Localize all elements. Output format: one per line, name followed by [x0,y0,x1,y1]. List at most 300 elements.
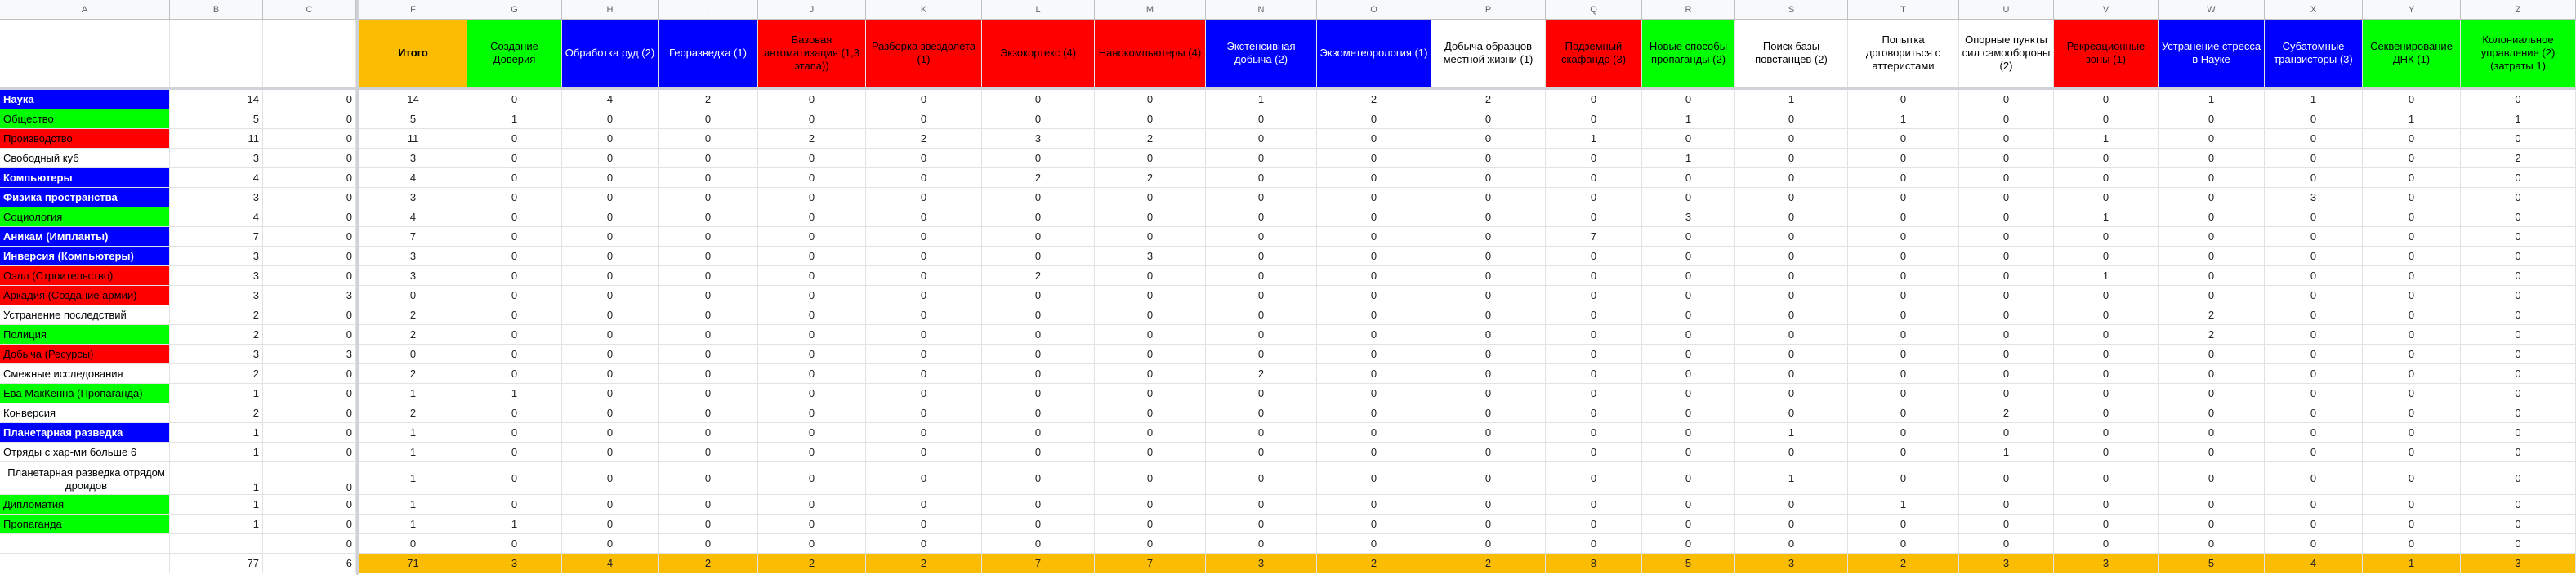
table-cell[interactable]: 0 [1546,266,1642,286]
table-cell[interactable]: 0 [2054,534,2159,554]
table-cell[interactable]: 0 [866,247,982,266]
table-cell[interactable]: 0 [1735,495,1848,515]
cell-c[interactable]: 0 [263,364,356,384]
table-cell[interactable]: 3 [1642,207,1735,227]
table-cell[interactable]: 0 [758,266,866,286]
table-cell[interactable]: 0 [982,515,1095,534]
cell-b[interactable]: 7 [170,227,263,247]
table-cell[interactable]: 0 [2461,207,2576,227]
table-cell[interactable]: 0 [659,109,758,129]
table-cell[interactable]: 0 [982,325,1095,345]
column-header-t[interactable]: T [1848,0,1959,20]
table-cell[interactable]: 0 [1095,325,1206,345]
table-cell[interactable]: 0 [1642,423,1735,443]
table-cell[interactable]: 0 [2461,534,2576,554]
column-header-l[interactable]: L [982,0,1095,20]
table-cell[interactable]: 0 [2265,305,2363,325]
table-cell[interactable]: 0 [1848,305,1959,325]
table-cell[interactable]: 0 [758,305,866,325]
cell-c[interactable]: 3 [263,286,356,305]
table-cell[interactable]: 0 [2159,266,2265,286]
table-cell[interactable]: 0 [659,286,758,305]
table-cell[interactable]: 0 [1959,227,2054,247]
table-cell[interactable]: 0 [1642,266,1735,286]
header-cell[interactable]: Базовая автоматизация (1,3 этапа)) [758,20,866,88]
totals-cell[interactable]: 7 [1095,554,1206,573]
table-cell[interactable]: 1 [359,443,467,462]
table-cell[interactable]: 0 [2054,384,2159,403]
table-cell[interactable]: 0 [1642,188,1735,207]
table-cell[interactable]: 1 [359,384,467,403]
table-cell[interactable]: 0 [1546,495,1642,515]
table-cell[interactable]: 0 [866,109,982,129]
table-cell[interactable]: 0 [2054,188,2159,207]
row-label[interactable]: Физика пространства [0,188,170,207]
table-cell[interactable]: 0 [467,227,562,247]
table-cell[interactable]: 0 [1642,90,1735,109]
cell-c[interactable]: 0 [263,90,356,109]
table-cell[interactable]: 0 [1642,325,1735,345]
cell-c[interactable]: 0 [263,423,356,443]
header-cell[interactable]: Новые способы пропаганды (2) [1642,20,1735,88]
table-cell[interactable]: 0 [562,207,659,227]
table-cell[interactable]: 0 [562,247,659,266]
table-cell[interactable]: 0 [2265,495,2363,515]
table-cell[interactable]: 0 [2265,384,2363,403]
table-cell[interactable]: 0 [562,286,659,305]
table-cell[interactable]: 0 [562,403,659,423]
table-cell[interactable]: 0 [1095,443,1206,462]
table-cell[interactable]: 0 [2054,286,2159,305]
totals-cell[interactable]: 3 [2054,554,2159,573]
table-cell[interactable]: 0 [1431,345,1546,364]
table-cell[interactable]: 0 [659,364,758,384]
table-cell[interactable]: 0 [1206,325,1317,345]
totals-cell[interactable]: 2 [866,554,982,573]
table-cell[interactable]: 0 [1431,364,1546,384]
table-cell[interactable]: 0 [758,286,866,305]
table-cell[interactable]: 0 [1317,109,1431,129]
table-cell[interactable]: 3 [359,247,467,266]
table-cell[interactable]: 0 [1431,403,1546,423]
table-cell[interactable]: 0 [2054,247,2159,266]
table-cell[interactable]: 0 [2159,109,2265,129]
column-header-b[interactable]: B [170,0,263,20]
table-cell[interactable]: 0 [1431,286,1546,305]
cell-c[interactable]: 0 [263,168,356,188]
table-cell[interactable]: 0 [758,403,866,423]
column-header-g[interactable]: G [467,0,562,20]
frozen-row-divider[interactable] [0,87,2576,90]
table-cell[interactable]: 0 [1095,403,1206,423]
totals-cell[interactable]: 5 [2159,554,2265,573]
table-cell[interactable]: 1 [1735,423,1848,443]
table-cell[interactable]: 0 [659,515,758,534]
table-cell[interactable]: 4 [359,168,467,188]
table-cell[interactable]: 0 [1959,364,2054,384]
table-cell[interactable]: 0 [1735,403,1848,423]
table-cell[interactable]: 0 [2363,403,2461,423]
table-cell[interactable]: 0 [1959,325,2054,345]
table-cell[interactable]: 0 [1206,495,1317,515]
table-cell[interactable]: 0 [758,188,866,207]
table-cell[interactable]: 0 [2461,443,2576,462]
table-cell[interactable]: 0 [359,286,467,305]
table-cell[interactable]: 0 [1095,109,1206,129]
table-cell[interactable]: 1 [1642,109,1735,129]
totals-cell[interactable]: 1 [2363,554,2461,573]
table-cell[interactable]: 0 [359,345,467,364]
table-cell[interactable]: 0 [2363,286,2461,305]
table-cell[interactable]: 0 [1735,364,1848,384]
table-cell[interactable]: 0 [562,495,659,515]
table-cell[interactable]: 0 [1848,227,1959,247]
table-cell[interactable]: 2 [1431,90,1546,109]
table-cell[interactable]: 0 [467,286,562,305]
table-cell[interactable]: 0 [2159,247,2265,266]
table-cell[interactable]: 0 [1735,325,1848,345]
table-cell[interactable]: 0 [1735,515,1848,534]
table-cell[interactable]: 0 [2159,515,2265,534]
table-cell[interactable]: 0 [758,515,866,534]
table-cell[interactable]: 1 [1959,443,2054,462]
cell-b[interactable]: 1 [170,443,263,462]
table-cell[interactable]: 0 [2054,325,2159,345]
table-cell[interactable]: 0 [562,384,659,403]
table-cell[interactable]: 0 [467,305,562,325]
table-cell[interactable]: 0 [1431,188,1546,207]
table-cell[interactable]: 0 [2054,462,2159,495]
table-cell[interactable]: 0 [1848,443,1959,462]
table-cell[interactable]: 0 [2363,515,2461,534]
cell-b[interactable]: 3 [170,345,263,364]
table-cell[interactable]: 0 [1317,168,1431,188]
table-cell[interactable]: 0 [1735,305,1848,325]
table-cell[interactable]: 0 [2363,423,2461,443]
table-cell[interactable]: 0 [1095,266,1206,286]
table-cell[interactable]: 0 [2363,90,2461,109]
table-cell[interactable]: 1 [1546,129,1642,149]
table-cell[interactable]: 0 [562,462,659,495]
table-cell[interactable]: 0 [2265,534,2363,554]
table-cell[interactable]: 0 [467,345,562,364]
table-cell[interactable]: 0 [1642,443,1735,462]
table-cell[interactable]: 0 [982,305,1095,325]
table-cell[interactable]: 0 [982,384,1095,403]
table-cell[interactable]: 0 [2159,207,2265,227]
table-cell[interactable]: 0 [1431,305,1546,325]
table-cell[interactable]: 0 [659,129,758,149]
cell-b[interactable]: 14 [170,90,263,109]
table-cell[interactable]: 0 [2159,423,2265,443]
table-cell[interactable]: 0 [1735,129,1848,149]
table-cell[interactable]: 0 [2461,384,2576,403]
table-cell[interactable]: 0 [467,266,562,286]
totals-c[interactable]: 6 [263,554,356,573]
table-cell[interactable]: 0 [1546,247,1642,266]
table-cell[interactable]: 0 [562,109,659,129]
table-cell[interactable]: 0 [1848,462,1959,495]
row-label[interactable]: Производство [0,129,170,149]
table-cell[interactable]: 0 [1317,207,1431,227]
table-cell[interactable]: 0 [1206,515,1317,534]
table-cell[interactable]: 1 [1848,109,1959,129]
table-cell[interactable]: 0 [2363,495,2461,515]
table-cell[interactable]: 0 [1095,534,1206,554]
table-cell[interactable]: 2 [359,364,467,384]
table-cell[interactable]: 0 [2265,403,2363,423]
table-cell[interactable]: 0 [1095,384,1206,403]
table-cell[interactable]: 2 [982,266,1095,286]
table-cell[interactable]: 0 [1206,384,1317,403]
table-cell[interactable]: 0 [2159,534,2265,554]
table-cell[interactable]: 0 [758,168,866,188]
table-cell[interactable]: 0 [1206,534,1317,554]
table-cell[interactable]: 0 [1317,515,1431,534]
header-cell[interactable]: Создание Доверия [467,20,562,88]
cell-c[interactable]: 3 [263,345,356,364]
cell-c[interactable]: 0 [263,462,356,495]
table-cell[interactable]: 0 [1642,384,1735,403]
table-cell[interactable]: 0 [467,364,562,384]
row-label[interactable]: Компьютеры [0,168,170,188]
table-cell[interactable]: 0 [1431,109,1546,129]
table-cell[interactable]: 1 [2159,90,2265,109]
totals-cell[interactable]: 2 [1431,554,1546,573]
table-cell[interactable]: 0 [866,90,982,109]
table-cell[interactable]: 0 [1735,266,1848,286]
table-cell[interactable]: 0 [2363,325,2461,345]
table-cell[interactable]: 0 [1317,325,1431,345]
cell-c[interactable]: 0 [263,109,356,129]
table-cell[interactable]: 0 [758,247,866,266]
table-cell[interactable]: 1 [359,495,467,515]
row-label[interactable]: Устранение последствий [0,305,170,325]
table-cell[interactable]: 0 [467,325,562,345]
table-cell[interactable]: 0 [659,227,758,247]
table-cell[interactable]: 2 [1959,403,2054,423]
row-label[interactable]: Дипломатия [0,495,170,515]
table-cell[interactable]: 0 [562,325,659,345]
totals-cell[interactable]: 3 [1959,554,2054,573]
table-cell[interactable]: 0 [1206,462,1317,495]
cell-b[interactable]: 1 [170,462,263,495]
table-cell[interactable]: 0 [1546,345,1642,364]
table-cell[interactable]: 0 [659,247,758,266]
table-cell[interactable]: 0 [1959,109,2054,129]
table-cell[interactable]: 0 [2265,227,2363,247]
table-cell[interactable]: 0 [758,345,866,364]
table-cell[interactable]: 0 [1206,423,1317,443]
table-cell[interactable]: 0 [1735,109,1848,129]
table-cell[interactable]: 3 [359,149,467,168]
table-cell[interactable]: 4 [562,90,659,109]
totals-cell[interactable]: 2 [758,554,866,573]
header-cell[interactable]: Рекреационные зоны (1) [2054,20,2159,88]
row-label[interactable]: Планетарная разведка отрядом дроидов [0,462,170,495]
table-cell[interactable]: 1 [1206,90,1317,109]
table-cell[interactable]: 0 [2461,286,2576,305]
table-cell[interactable]: 0 [2265,149,2363,168]
table-cell[interactable]: 0 [1642,168,1735,188]
table-cell[interactable]: 0 [1848,188,1959,207]
table-cell[interactable]: 0 [1642,364,1735,384]
table-cell[interactable]: 0 [1959,207,2054,227]
table-cell[interactable]: 0 [2265,345,2363,364]
table-cell[interactable]: 0 [1735,227,1848,247]
row-label[interactable]: Аркадия (Создание армии) [0,286,170,305]
header-cell[interactable]: Секвенирование ДНК (1) [2363,20,2461,88]
table-cell[interactable]: 0 [1317,266,1431,286]
column-header-k[interactable]: K [866,0,982,20]
table-cell[interactable]: 0 [1206,227,1317,247]
table-cell[interactable]: 0 [467,90,562,109]
table-cell[interactable]: 0 [1206,168,1317,188]
cell-c[interactable]: 0 [263,534,356,554]
table-cell[interactable]: 0 [1095,515,1206,534]
table-cell[interactable]: 0 [1431,149,1546,168]
table-cell[interactable]: 0 [2461,495,2576,515]
table-cell[interactable]: 0 [2159,443,2265,462]
row-label[interactable]: Конверсия [0,403,170,423]
table-cell[interactable]: 0 [2363,207,2461,227]
table-cell[interactable]: 0 [2363,305,2461,325]
table-cell[interactable]: 0 [1546,443,1642,462]
table-cell[interactable]: 0 [2363,266,2461,286]
header-cell[interactable]: Колониальное управление (2) (затраты 1) [2461,20,2576,88]
table-cell[interactable]: 0 [2159,129,2265,149]
totals-cell[interactable]: 5 [1642,554,1735,573]
table-cell[interactable]: 0 [2265,207,2363,227]
table-cell[interactable]: 0 [2054,403,2159,423]
table-cell[interactable]: 0 [1206,129,1317,149]
totals-b[interactable]: 77 [170,554,263,573]
table-cell[interactable]: 1 [359,462,467,495]
cell-b[interactable]: 1 [170,515,263,534]
column-header-j[interactable]: J [758,0,866,20]
table-cell[interactable]: 0 [982,462,1095,495]
table-cell[interactable]: 0 [1642,534,1735,554]
row-label[interactable]: Отряды с хар-ми больше 6 [0,443,170,462]
table-cell[interactable]: 0 [659,149,758,168]
table-cell[interactable]: 0 [982,495,1095,515]
column-header-i[interactable]: I [659,0,758,20]
table-cell[interactable]: 11 [359,129,467,149]
table-cell[interactable]: 0 [467,129,562,149]
table-cell[interactable]: 0 [1642,227,1735,247]
table-cell[interactable]: 0 [2159,384,2265,403]
cell-b[interactable]: 2 [170,364,263,384]
table-cell[interactable]: 0 [2461,129,2576,149]
table-cell[interactable]: 0 [866,495,982,515]
row-label[interactable]: Социология [0,207,170,227]
table-cell[interactable]: 0 [1735,207,1848,227]
cell-b[interactable]: 4 [170,168,263,188]
table-cell[interactable]: 0 [982,247,1095,266]
table-cell[interactable]: 0 [2159,227,2265,247]
table-cell[interactable]: 0 [2054,345,2159,364]
table-cell[interactable]: 0 [1848,286,1959,305]
table-cell[interactable]: 1 [2265,90,2363,109]
table-cell[interactable]: 0 [866,305,982,325]
table-cell[interactable]: 0 [982,443,1095,462]
header-cell[interactable]: Подземный скафандр (3) [1546,20,1642,88]
table-cell[interactable]: 0 [467,188,562,207]
table-cell[interactable]: 0 [562,345,659,364]
cell-b[interactable]: 2 [170,403,263,423]
table-cell[interactable]: 0 [2054,109,2159,129]
table-cell[interactable]: 0 [562,227,659,247]
table-cell[interactable]: 0 [1642,462,1735,495]
table-cell[interactable]: 0 [1095,188,1206,207]
cell-c[interactable]: 0 [263,443,356,462]
table-cell[interactable]: 0 [659,462,758,495]
table-cell[interactable]: 0 [2461,168,2576,188]
table-cell[interactable]: 0 [562,515,659,534]
table-cell[interactable]: 0 [1317,364,1431,384]
table-cell[interactable]: 0 [866,364,982,384]
table-cell[interactable]: 0 [1848,423,1959,443]
table-cell[interactable]: 0 [1317,462,1431,495]
table-cell[interactable]: 0 [562,364,659,384]
table-cell[interactable]: 0 [2461,227,2576,247]
table-cell[interactable]: 0 [1546,109,1642,129]
table-cell[interactable]: 0 [1546,325,1642,345]
table-cell[interactable]: 0 [467,462,562,495]
table-cell[interactable]: 0 [1959,266,2054,286]
table-cell[interactable]: 0 [1317,247,1431,266]
table-cell[interactable]: 0 [1317,534,1431,554]
table-cell[interactable]: 2 [359,305,467,325]
table-cell[interactable]: 0 [1206,247,1317,266]
cell-c[interactable]: 0 [263,325,356,345]
table-cell[interactable]: 0 [562,266,659,286]
table-cell[interactable]: 2 [2461,149,2576,168]
table-cell[interactable]: 0 [1735,534,1848,554]
cell-c[interactable]: 0 [263,515,356,534]
table-cell[interactable]: 0 [1431,168,1546,188]
table-cell[interactable]: 0 [866,325,982,345]
table-cell[interactable]: 0 [1317,423,1431,443]
table-cell[interactable]: 0 [1206,109,1317,129]
table-cell[interactable]: 0 [1206,403,1317,423]
table-cell[interactable]: 0 [1959,495,2054,515]
table-cell[interactable]: 2 [1206,364,1317,384]
table-cell[interactable]: 0 [982,227,1095,247]
table-cell[interactable]: 0 [1959,384,2054,403]
table-cell[interactable]: 0 [2159,168,2265,188]
table-cell[interactable]: 2 [2159,325,2265,345]
table-cell[interactable]: 3 [359,266,467,286]
table-cell[interactable]: 0 [866,188,982,207]
table-cell[interactable]: 0 [982,207,1095,227]
table-cell[interactable]: 0 [1431,325,1546,345]
table-cell[interactable]: 0 [2363,345,2461,364]
column-header-s[interactable]: S [1735,0,1848,20]
table-cell[interactable]: 0 [866,149,982,168]
table-cell[interactable]: 0 [866,227,982,247]
table-cell[interactable]: 0 [866,423,982,443]
table-cell[interactable]: 0 [562,305,659,325]
table-cell[interactable]: 0 [866,266,982,286]
table-cell[interactable]: 0 [866,443,982,462]
cell-c[interactable]: 0 [263,188,356,207]
table-cell[interactable]: 2 [2159,305,2265,325]
cell-b[interactable]: 1 [170,384,263,403]
totals-cell[interactable]: 7 [982,554,1095,573]
column-header-p[interactable]: P [1431,0,1546,20]
table-cell[interactable]: 0 [2265,266,2363,286]
